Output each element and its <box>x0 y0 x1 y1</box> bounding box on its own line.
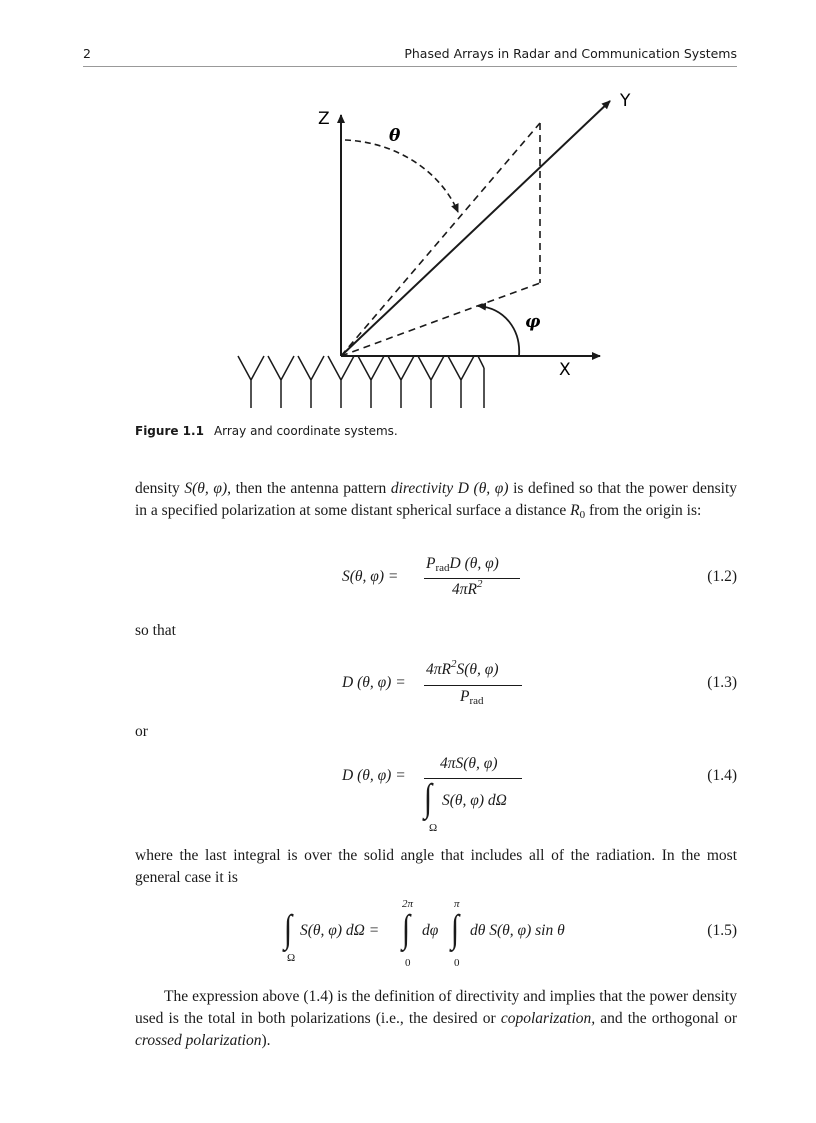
antenna-elements <box>238 356 484 408</box>
phi-label: φ <box>525 312 541 332</box>
antenna-element <box>418 356 444 408</box>
integral-sign: ∫ <box>451 907 460 951</box>
y-axis <box>341 101 610 356</box>
integral-sign: ∫ <box>284 907 293 951</box>
y-axis-label: Y <box>620 91 631 111</box>
z-axis-label: Z <box>318 109 330 129</box>
page-number: 2 <box>83 46 91 61</box>
paragraph-copolarization: The expression above (1.4) is the definition of directivity and implies that the power density used is the total in both polarizations (i.e., the desired or copolarization, and the orthogonal or crossed polarization). <box>135 988 737 1049</box>
integral-sign: ∫ <box>424 776 433 820</box>
x-axis-label: X <box>559 360 571 380</box>
equation-number: (1.3) <box>707 674 737 691</box>
term-crossed-polarization: crossed polarization <box>135 1032 262 1049</box>
equation-number: (1.4) <box>707 767 737 784</box>
term-copolarization: copolarization, <box>500 1010 596 1027</box>
term-directivity: directivity <box>390 480 454 497</box>
xy-projection <box>341 283 540 356</box>
figure-caption <box>135 424 398 438</box>
caption-text: Array and coordinate systems. <box>213 424 398 438</box>
caption-label: Figure 1.1 <box>135 424 204 438</box>
theta-label: θ <box>389 126 401 146</box>
antenna-element <box>268 356 294 408</box>
paragraph-solid-angle: where the last integral is over the solid angle that includes all of the radiation. In the most general case it is <box>135 847 737 886</box>
antenna-element <box>238 356 264 408</box>
antenna-element <box>448 356 474 408</box>
text-so-that: so that <box>135 622 176 639</box>
equation-number: (1.5) <box>707 922 737 939</box>
phi-arc <box>478 306 519 356</box>
antenna-element <box>328 356 354 408</box>
equation-number: (1.2) <box>707 568 737 585</box>
running-title: Phased Arrays in Radar and Communication Systems <box>404 46 737 61</box>
text-or: or <box>135 723 148 740</box>
direction-vector <box>341 123 540 356</box>
antenna-element <box>388 356 414 408</box>
integral-sign: ∫ <box>402 907 411 951</box>
antenna-element <box>298 356 324 408</box>
figure-array-coordinate-systems <box>0 0 816 420</box>
theta-arc <box>345 140 458 212</box>
paragraph-directivity-definition: density S(θ, φ), then the antenna pattern directivity D (θ, φ) is defined so that the power density in a specified polarization at some distant spherical surface a distance R0 from the origin is: <box>135 480 737 521</box>
antenna-element <box>358 356 384 408</box>
antenna-element <box>478 356 484 408</box>
